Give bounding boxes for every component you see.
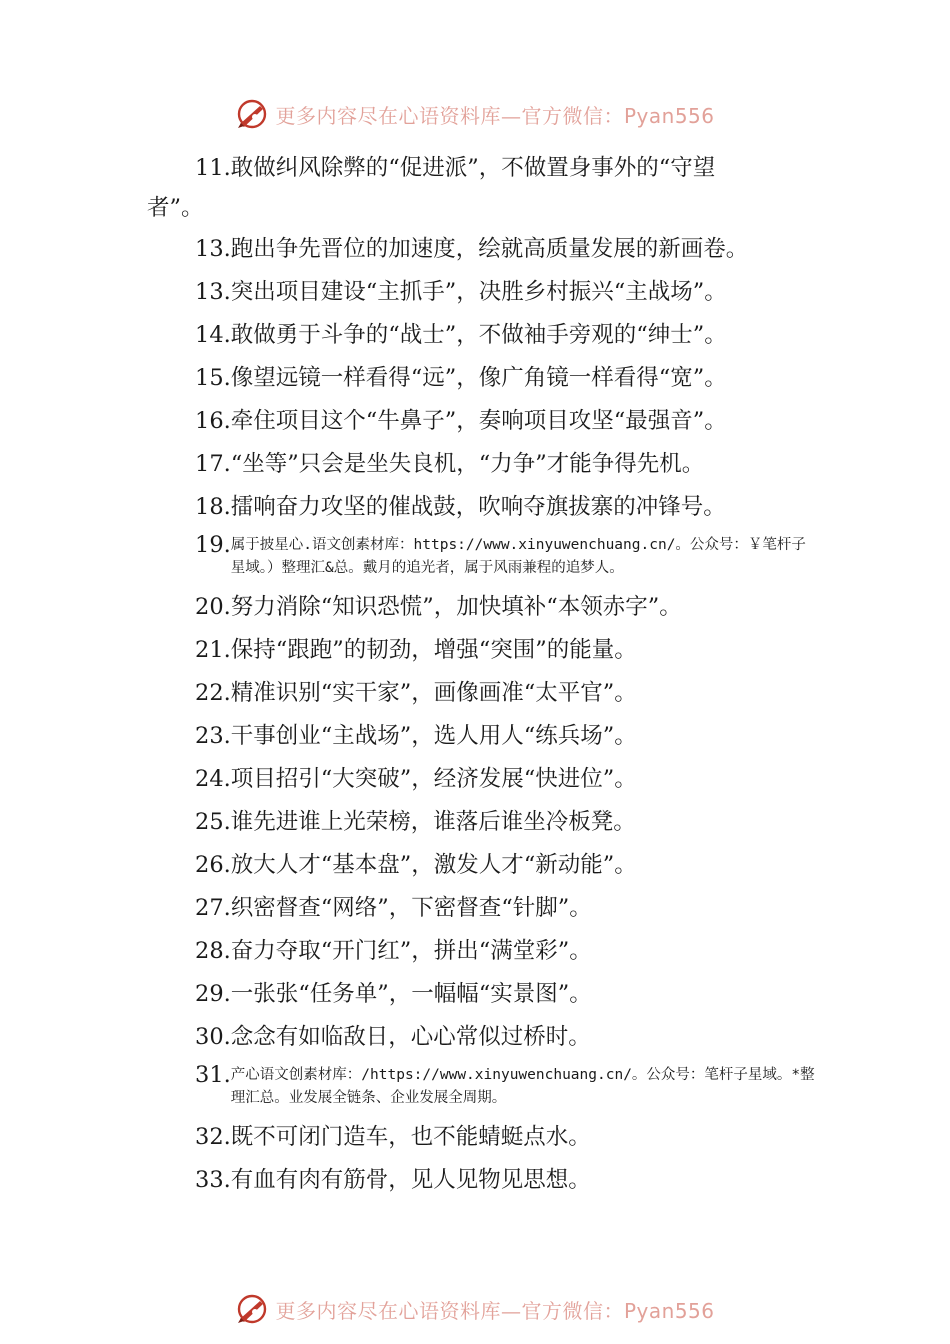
list-item: [147, 801, 817, 844]
list-item: [147, 758, 817, 801]
list-item: [147, 887, 817, 930]
item-text: 精准识别“实干家”，画像画准“太平官”。: [230, 680, 637, 706]
banner-slogan: [275, 1295, 714, 1324]
list-item: [147, 400, 817, 443]
item-text: “坐等”只会是坐失良机，“力争”才能争得先机。: [230, 451, 705, 477]
item-text: 保持“跟跑”的韧劲，增强“突围”的能量。: [230, 637, 637, 663]
list-item: [147, 486, 817, 529]
list-item: [147, 586, 817, 629]
pen-logo-icon: [235, 97, 269, 131]
list-item-small: [147, 533, 817, 580]
list-item: [147, 629, 817, 672]
item-number: 24.: [195, 766, 231, 792]
item-text: 有血有肉有筋骨，见人见物见思想。: [230, 1167, 591, 1193]
item-text: 谁先进谁上光荣榜，谁落后谁坐冷板凳。: [230, 809, 636, 835]
item-number: 19.: [195, 533, 231, 558]
item-number: 14.: [195, 322, 231, 348]
item-text: 既不可闭门造车，也不能蜻蜓点水。: [230, 1124, 591, 1150]
item-number: 31.: [195, 1063, 231, 1088]
item-number: 20.: [195, 594, 231, 620]
item-text: 织密督查“网络”，下密督查“针脚”。: [230, 895, 592, 921]
list-item: [147, 715, 817, 758]
list-item: [147, 271, 817, 314]
item-number: 25.: [195, 809, 231, 835]
list-item: [147, 672, 817, 715]
header-banner: [0, 94, 950, 134]
list-item-line1: [147, 148, 817, 188]
item-number: 13.: [195, 236, 231, 262]
item-text: 一张张“任务单”，一幅幅“实景图”。: [230, 981, 592, 1007]
banner-brand: Pyan556: [623, 1298, 715, 1323]
item-text: 敢做纠风除弊的“促进派”，不做置身事外的“守望: [230, 155, 716, 181]
item-text: 项目招引“大突破”，经济发展“快进位”。: [230, 766, 637, 792]
item-number: 11.: [195, 155, 231, 181]
item-number: 15.: [195, 365, 231, 391]
item-number: 18.: [195, 494, 231, 520]
item-text: 擂响奋力攻坚的催战鼓，吹响夺旗拔寨的冲锋号。: [230, 494, 726, 520]
banner-slogan: [275, 100, 714, 129]
item-text: 突出项目建设“主抓手”，决胜乡村振兴“主战场”。: [230, 279, 727, 305]
list-item-small: [147, 1063, 817, 1110]
item-text: 干事创业“主战场”，选人用人“练兵场”。: [230, 723, 637, 749]
item-text: 产心语文创素材库：/https://www.xinyuwenchuang.cn/。公众号：笔杆子星域。*整理汇总。业发展全链条、企业发展全周期。: [230, 1067, 815, 1106]
item-number: 33.: [195, 1167, 231, 1193]
item-text: 像望远镜一样看得“远”，像广角镜一样看得“宽”。: [230, 365, 727, 391]
list-item: [147, 1159, 817, 1202]
footer-banner: [0, 1289, 950, 1329]
list-item: [147, 1116, 817, 1159]
list-item: [147, 228, 817, 271]
banner-slogan-text: 更多内容尽在心语资料库—官方微信：: [275, 1298, 624, 1323]
list-item: [147, 357, 817, 400]
list-item: [147, 148, 817, 228]
list-item: [147, 930, 817, 973]
slogan-list: [147, 148, 817, 1202]
pen-logo-icon: [235, 1292, 269, 1326]
list-item: [147, 844, 817, 887]
item-text: 敢做勇于斗争的“战士”，不做袖手旁观的“绅士”。: [230, 322, 727, 348]
item-text: 牵住项目这个“牛鼻子”，奏响项目攻坚“最强音”。: [230, 408, 727, 434]
item-number: 26.: [195, 852, 231, 878]
item-text: 努力消除“知识恐慌”，加快填补“本领赤字”。: [230, 594, 682, 620]
item-text: 奋力夺取“开门红”，拼出“满堂彩”。: [230, 938, 592, 964]
list-item: [147, 973, 817, 1016]
item-number: 28.: [195, 938, 231, 964]
list-item: [147, 314, 817, 357]
item-number: 29.: [195, 981, 231, 1007]
list-item: [147, 1016, 817, 1059]
item-text: 放大人才“基本盘”，激发人才“新动能”。: [230, 852, 637, 878]
banner-slogan-text: 更多内容尽在心语资料库—官方微信：: [275, 103, 624, 128]
item-number: 30.: [195, 1024, 231, 1050]
banner-brand: Pyan556: [623, 103, 715, 128]
item-text: 属于披星心.语文创素材库：https://www.xinyuwenchuang.cn/。公众号：￥笔杆子星域。）整理汇&总。戴月的追光者，属于风雨兼程的追梦人。: [230, 537, 806, 576]
item-number: 21.: [195, 637, 231, 663]
list-item: [147, 443, 817, 486]
item-number: 13.: [195, 279, 231, 305]
item-number: 32.: [195, 1124, 231, 1150]
item-number: 16.: [195, 408, 231, 434]
item-text: 跑出争先晋位的加速度，绘就高质量发展的新画卷。: [230, 236, 749, 262]
item-number: 22.: [195, 680, 231, 706]
item-number: 27.: [195, 895, 231, 921]
item-number: 17.: [195, 451, 231, 477]
item-number: 23.: [195, 723, 231, 749]
list-item-line2: 者”。: [147, 195, 204, 221]
item-text: 念念有如临敌日，心心常似过桥时。: [230, 1024, 591, 1050]
